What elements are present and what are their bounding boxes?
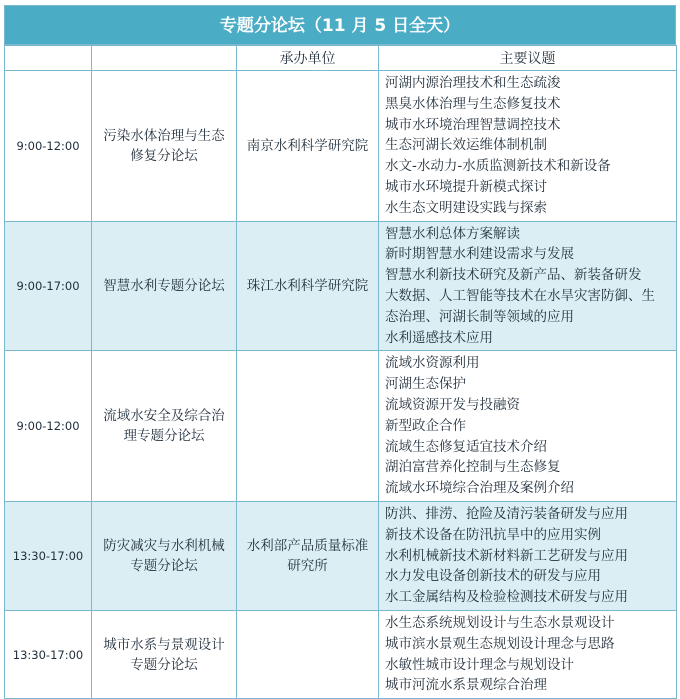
topic-item: 水生态系统规划设计与生态水景观设计 bbox=[385, 614, 615, 631]
topic-item: 水文-水动力-水质监测新技术和新设备 bbox=[385, 158, 611, 175]
topic-item: 湖泊富营养化控制与生态修复 bbox=[385, 459, 561, 476]
topic-item: 大数据、人工智能等技术在水旱灾害防御、生 bbox=[385, 287, 655, 304]
header-topics: 主要议题 bbox=[379, 46, 677, 71]
topic-item: 新技术设备在防汛抗旱中的应用实例 bbox=[385, 526, 601, 543]
table-row bbox=[5, 71, 677, 222]
topic-item: 城市滨水景观生态规划设计理念与思路 bbox=[385, 635, 615, 652]
forum-name: 智慧水利专题分论坛 bbox=[92, 221, 237, 351]
topics-list bbox=[379, 610, 677, 698]
header-organizer: 承办单位 bbox=[237, 46, 379, 71]
topic-item: 河湖生态保护 bbox=[385, 376, 466, 393]
topics-list bbox=[379, 221, 677, 351]
topic-item: 河湖内源治理技术和生态疏浚 bbox=[385, 75, 561, 91]
forum-schedule bbox=[4, 5, 676, 699]
session-time: 9:00-12:00 bbox=[5, 71, 92, 222]
topic-item: 态治理、河湖长制等领域的应用 bbox=[385, 308, 574, 325]
forum-name: 流域水安全及综合治理专题分论坛 bbox=[92, 351, 237, 502]
topic-item: 流域水资源利用 bbox=[385, 355, 480, 372]
forum-name: 污染水体治理与生态修复分论坛 bbox=[92, 71, 237, 222]
session-time: 13:30-17:00 bbox=[5, 610, 92, 698]
topic-item: 流域资源开发与投融资 bbox=[385, 396, 520, 413]
topic-item: 智慧水利新技术研究及新产品、新装备研发 bbox=[385, 267, 642, 284]
topic-item: 生态河湖长效运维体制机制 bbox=[385, 137, 547, 154]
topic-item: 水生态文明建设实践与探索 bbox=[385, 199, 547, 216]
table-row bbox=[5, 351, 677, 502]
session-time: 13:30-17:00 bbox=[5, 501, 92, 610]
page-title: 专题分论坛（11 月 5 日全天） bbox=[4, 5, 676, 45]
schedule-table bbox=[4, 45, 677, 699]
topic-item: 城市水环境治理智慧调控技术 bbox=[385, 116, 561, 133]
organizer bbox=[237, 351, 379, 502]
topics-list bbox=[379, 71, 677, 222]
topic-item: 水利机械新技术新材料新工艺研发与应用 bbox=[385, 547, 628, 564]
topics-list bbox=[379, 501, 677, 610]
header-forum bbox=[92, 46, 237, 71]
forum-name: 城市水系与景观设计专题分论坛 bbox=[92, 610, 237, 698]
topic-item: 城市河流水系景观综合治理 bbox=[385, 677, 547, 694]
session-time: 9:00-12:00 bbox=[5, 351, 92, 502]
table-row bbox=[5, 610, 677, 698]
table-header-row bbox=[5, 46, 677, 71]
table-row bbox=[5, 501, 677, 610]
topic-item: 水工金属结构及检验检测技术研发与应用 bbox=[385, 589, 628, 606]
topic-item: 黑臭水体治理与生态修复技术 bbox=[385, 95, 561, 112]
topic-item: 流域水环境综合治理及案例介绍 bbox=[385, 480, 574, 497]
topic-item: 城市水环境提升新模式探讨 bbox=[385, 178, 547, 195]
topic-item: 水利遥感技术应用 bbox=[385, 329, 493, 346]
forum-name: 防灾减灾与水利机械专题分论坛 bbox=[92, 501, 237, 610]
topic-item: 流域生态修复适宜技术介绍 bbox=[385, 438, 547, 455]
session-time: 9:00-17:00 bbox=[5, 221, 92, 351]
organizer: 珠江水利科学研究院 bbox=[237, 221, 379, 351]
header-time bbox=[5, 46, 92, 71]
organizer bbox=[237, 610, 379, 698]
topic-item: 智慧水利总体方案解读 bbox=[385, 225, 520, 242]
table-row bbox=[5, 221, 677, 351]
topic-item: 防洪、排涝、抢险及清污装备研发与应用 bbox=[385, 505, 628, 522]
topic-item: 水敏性城市设计理念与规划设计 bbox=[385, 656, 574, 673]
organizer: 南京水利科学研究院 bbox=[237, 71, 379, 222]
topic-item: 新型政企合作 bbox=[385, 417, 466, 434]
topics-list bbox=[379, 351, 677, 502]
organizer: 水利部产品质量标准研究所 bbox=[237, 501, 379, 610]
topic-item: 新时期智慧水利建设需求与发展 bbox=[385, 246, 574, 263]
topic-item: 水力发电设备创新技术的研发与应用 bbox=[385, 568, 601, 585]
